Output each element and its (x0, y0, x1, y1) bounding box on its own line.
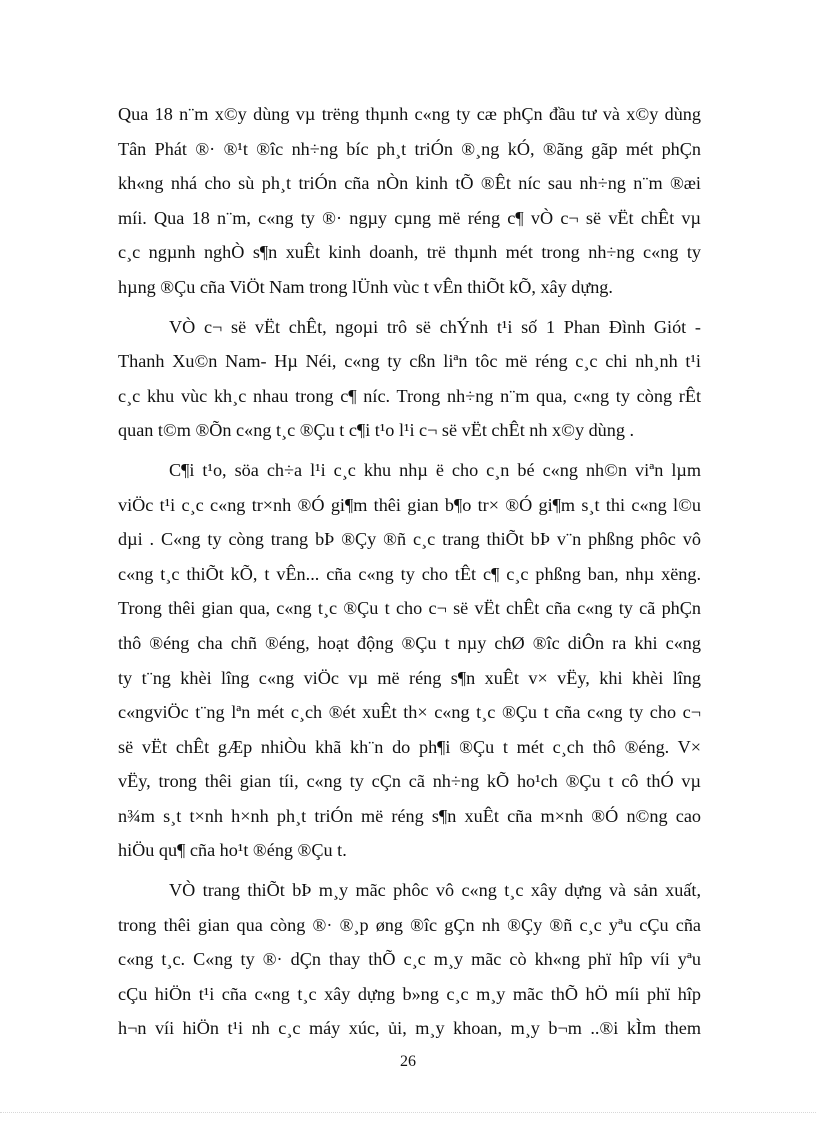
text-line: quan t©m ®Õn c«ng t¸c ®Çu t c¶i t¹o l¹i c¬ së vËt chÊt nh x©y dùng . (118, 420, 635, 441)
page-bottom-divider (0, 1112, 816, 1113)
text-line: Trong thêi gian qua, c«ng t¸c ®Çu t cho c¬ së vËt chÊt cña c«ng ty cã phÇn (118, 598, 701, 619)
text-line: vËy, trong thêi gian tíi, c«ng ty cÇn cã nh÷ng kÕ ho¹ch ®Çu t cô thÓ vµ (118, 771, 701, 792)
text-line: cÇu hiÖn t¹i cña c«ng t¸c xây dựng b»ng c¸c m¸y mãc thÕ hÖ míi phï hîp (118, 983, 701, 1004)
text-line: ty t¨ng khèi lîng c«ng viÖc vµ më réng s¶n xuÊt v× vËy, khi khèi lîng (118, 667, 701, 688)
text-line: C¶i t¹o, söa ch÷a l¹i c¸c khu nhµ ë cho c¸n bé c«ng nh©n viªn lµm (169, 459, 701, 480)
text-line: së vËt chÊt gÆp nhiÒu khã kh¨n do ph¶i ®Çu t mét c¸ch thô ®éng. V× (118, 736, 701, 757)
text-line: VÒ c¬ së vËt chÊt, ngoµi trô së chÝnh t¹i số 1 Phan Đình Giót - (169, 316, 701, 337)
paragraph-2 (118, 310, 701, 448)
text-line: c«ng t¸c thiÕt kÕ, t vÊn... cña c«ng ty cho tÊt c¶ c¸c phßng ban, nhµ xëng. (118, 563, 701, 584)
text-line: VÒ trang thiÕt bÞ m¸y mãc phôc vô c«ng t¸c xây dựng và sản xuất, (169, 880, 701, 901)
text-line: n¾m s¸t t×nh h×nh ph¸t triÓn më réng s¶n xuÊt cña m×nh ®Ó n©ng cao (118, 805, 701, 826)
paragraph-3 (118, 453, 701, 868)
text-line: trong thêi gian qua còng ®· ®¸p øng ®îc gÇn nh ®Çy ®ñ c¸c yªu cÇu cña (118, 914, 701, 935)
page-number: 26 (400, 1053, 416, 1070)
text-line: míi. Qua 18 n¨m, c«ng ty ®· ngµy cµng më réng c¶ vÒ c¬ së vËt chÊt vµ (118, 207, 701, 228)
text-line: c«ngviÖc t¨ng lªn mét c¸ch ®ét xuÊt th× c«ng t¸c ®Çu t cña c«ng ty cho c¬ (118, 702, 701, 723)
text-line: hµng ®Çu cña ViÖt Nam trong lÜnh vùc t vÊn thiÕt kÕ, xây dựng. (118, 276, 613, 297)
text-line: h¬n víi hiÖn t¹i nh c¸c máy xúc, ủi, m¸y khoan, m¸y b¬m ..®i kÌm them (118, 1018, 701, 1039)
text-line: Tân Phát ®· ®¹t ®îc nh÷ng bíc ph¸t triÓn ®¸ng kÓ, ®ãng gãp mét phÇn (118, 138, 701, 159)
text-line: hiÖu qu¶ cña ho¹t ®éng ®Çu t. (118, 840, 347, 861)
text-line: c¸c ngµnh nghÒ s¶n xuÊt kinh doanh, trë thµnh mét trong nh÷ng c«ng ty (118, 242, 701, 263)
text-line: Qua 18 n¨m x©y dùng vµ trëng thµnh c«ng ty cæ phÇn đầu tư và x©y dùng (118, 104, 701, 124)
paragraph-4 (118, 873, 701, 1046)
text-line: c«ng t¸c. C«ng ty ®· dÇn thay thÕ c¸c m¸y mãc cò kh«ng phï hîp víi yªu (118, 949, 701, 970)
text-line: viÖc t¹i c¸c c«ng tr×nh ®Ó gi¶m thêi gian b¶o tr× ®Ó gi¶m s¸t thi c«ng l©u (118, 494, 701, 515)
text-line: thô ®éng cha chñ ®éng, hoạt động ®Çu t nµy chØ ®îc diÔn ra khi c«ng (118, 632, 701, 653)
paragraph-1 (118, 97, 701, 305)
text-line: c¸c khu vùc kh¸c nhau trong c¶ níc. Trong nh÷ng n¨m qua, c«ng ty còng rÊt (118, 385, 701, 406)
text-line: kh«ng nhá cho sù ph¸t triÓn cña nÒn kinh tÕ ®Êt níc sau nh÷ng n¨m ®æi (118, 173, 701, 194)
text-line: dµi . C«ng ty còng trang bÞ ®Çy ®ñ c¸c trang thiÕt bÞ v¨n phßng phôc vô (118, 529, 701, 550)
text-line: Thanh Xu©n Nam- Hµ Néi, c«ng ty cßn liªn tôc më réng c¸c chi nh¸nh t¹i (118, 351, 701, 372)
body-text (118, 97, 701, 1046)
